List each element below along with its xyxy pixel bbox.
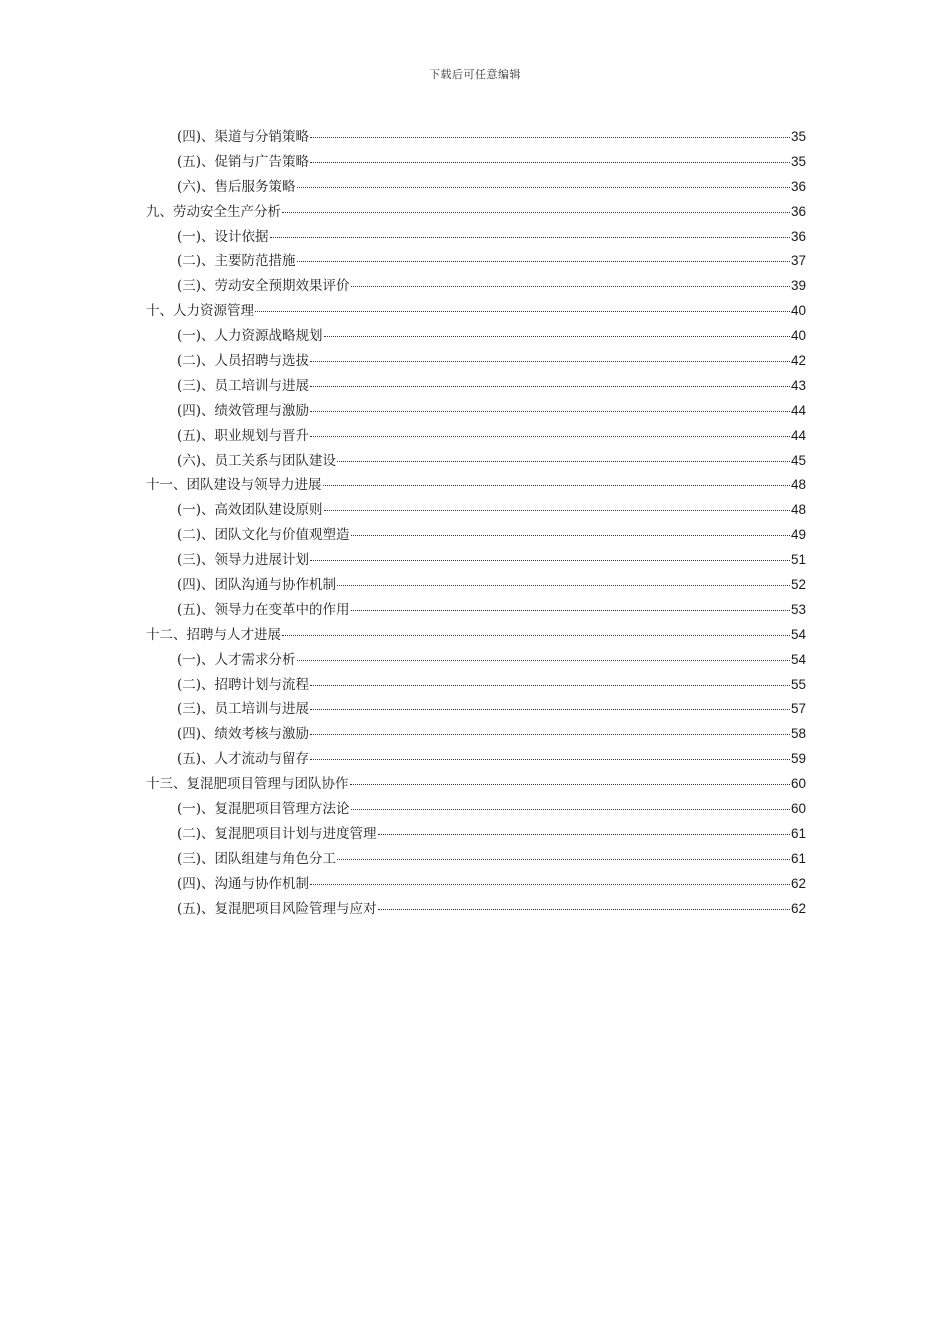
toc-entry-title: (二)、人员招聘与选拔 xyxy=(177,353,310,370)
toc-chapter-entry[interactable] xyxy=(146,772,806,797)
toc-page-number: 59 xyxy=(790,751,806,767)
toc-section-entry[interactable] xyxy=(146,648,806,673)
toc-entry-title: 九、劳动安全生产分析 xyxy=(146,203,281,220)
toc-section-entry[interactable] xyxy=(146,598,806,623)
toc-entry-title: 十二、招聘与人才进展 xyxy=(146,626,281,643)
toc-page-number: 53 xyxy=(790,601,806,617)
toc-page-number: 54 xyxy=(790,626,806,642)
toc-page-number: 44 xyxy=(790,427,806,443)
toc-dot-leader xyxy=(337,584,790,586)
toc-section-entry[interactable] xyxy=(146,249,806,274)
toc-dot-leader xyxy=(297,659,790,661)
toc-chapter-entry[interactable] xyxy=(146,623,806,648)
toc-section-entry[interactable] xyxy=(146,747,806,772)
toc-entry-title: 十一、团队建设与领导力进展 xyxy=(146,477,322,494)
toc-page-number: 36 xyxy=(790,203,806,219)
toc-page-number: 61 xyxy=(790,825,806,841)
toc-section-entry[interactable] xyxy=(146,349,806,374)
toc-entry-title: 十三、复混肥项目管理与团队协作 xyxy=(146,776,349,793)
toc-dot-leader xyxy=(351,609,790,611)
toc-page-number: 57 xyxy=(790,701,806,717)
toc-chapter-entry[interactable] xyxy=(146,299,806,324)
toc-section-entry[interactable] xyxy=(146,125,806,150)
toc-section-entry[interactable] xyxy=(146,274,806,299)
toc-section-entry[interactable] xyxy=(146,847,806,872)
toc-entry-title: (四)、团队沟通与协作机制 xyxy=(177,577,337,594)
toc-dot-leader xyxy=(310,883,790,885)
toc-page-number: 35 xyxy=(790,129,806,144)
toc-dot-leader xyxy=(351,808,790,810)
toc-entry-title: (一)、设计依据 xyxy=(177,228,269,245)
page-header: 下载后可任意编辑 xyxy=(429,68,521,81)
toc-page-number: 36 xyxy=(790,228,806,244)
toc-page-number: 51 xyxy=(790,552,806,568)
toc-entry-title: (四)、绩效考核与激励 xyxy=(177,726,310,743)
toc-page-number: 58 xyxy=(790,726,806,742)
toc-entry-title: (五)、人才流动与留存 xyxy=(177,751,310,768)
toc-page-number: 44 xyxy=(790,402,806,418)
toc-page-number: 40 xyxy=(790,303,806,319)
toc-entry-title: 十、人力资源管理 xyxy=(146,303,254,320)
toc-entry-title: (五)、领导力在变革中的作用 xyxy=(177,601,350,618)
toc-entry-title: (二)、复混肥项目计划与进度管理 xyxy=(177,825,377,842)
toc-dot-leader xyxy=(310,360,790,362)
toc-entry-title: (三)、劳动安全预期效果评价 xyxy=(177,278,350,295)
toc-dot-leader xyxy=(310,708,790,710)
toc-section-entry[interactable] xyxy=(146,523,806,548)
toc-page-number: 62 xyxy=(790,875,806,891)
toc-entry-title: (六)、员工关系与团队建设 xyxy=(177,452,337,469)
toc-entry-title: (三)、领导力进展计划 xyxy=(177,552,310,569)
toc-section-entry[interactable] xyxy=(146,722,806,747)
toc-section-entry[interactable] xyxy=(146,697,806,722)
toc-page-number: 37 xyxy=(790,253,806,269)
toc-dot-leader xyxy=(270,236,790,238)
toc-section-entry[interactable] xyxy=(146,374,806,399)
toc-page-number: 43 xyxy=(790,377,806,393)
toc-dot-leader xyxy=(282,634,790,636)
toc-entry-title: (四)、渠道与分销策略 xyxy=(177,129,310,145)
toc-section-entry[interactable] xyxy=(146,225,806,250)
toc-entry-title: (二)、招聘计划与流程 xyxy=(177,676,310,693)
toc-dot-leader xyxy=(282,211,790,213)
toc-section-entry[interactable] xyxy=(146,175,806,200)
toc-page-number: 40 xyxy=(790,328,806,344)
toc-entry-title: (五)、促销与广告策略 xyxy=(177,153,310,170)
toc-chapter-entry[interactable] xyxy=(146,200,806,225)
toc-page-number: 39 xyxy=(790,278,806,294)
toc-entry-title: (五)、职业规划与晋升 xyxy=(177,427,310,444)
toc-dot-leader xyxy=(297,186,790,188)
toc-dot-leader xyxy=(324,509,790,511)
toc-dot-leader xyxy=(310,758,790,760)
toc-entry-title: (二)、主要防范措施 xyxy=(177,253,296,270)
toc-section-entry[interactable] xyxy=(146,324,806,349)
toc-dot-leader xyxy=(337,858,790,860)
toc-dot-leader xyxy=(310,684,790,686)
toc-dot-leader xyxy=(324,335,790,337)
toc-dot-leader xyxy=(310,559,790,561)
toc-page-number: 60 xyxy=(790,801,806,817)
toc-dot-leader xyxy=(310,733,790,735)
toc-page-number: 42 xyxy=(790,353,806,369)
toc-page-number: 48 xyxy=(790,477,806,493)
toc-page-number: 55 xyxy=(790,676,806,692)
toc-entry-title: (一)、人才需求分析 xyxy=(177,651,296,668)
toc-entry-title: (二)、团队文化与价值观塑造 xyxy=(177,527,350,544)
toc-page-number: 52 xyxy=(790,577,806,593)
toc-page-number: 36 xyxy=(790,178,806,194)
toc-entry-title: (四)、沟通与协作机制 xyxy=(177,875,310,892)
toc-entry-title: (六)、售后服务策略 xyxy=(177,178,296,195)
toc-page-number: 60 xyxy=(790,776,806,792)
toc-entry-title: (四)、绩效管理与激励 xyxy=(177,402,310,419)
toc-page-number: 62 xyxy=(790,900,806,916)
toc-page-number: 45 xyxy=(790,452,806,468)
toc-section-entry[interactable] xyxy=(146,872,806,897)
toc-entry-title: (一)、复混肥项目管理方法论 xyxy=(177,801,350,818)
toc-section-entry[interactable] xyxy=(146,399,806,424)
toc-chapter-entry[interactable] xyxy=(146,473,806,498)
toc-dot-leader xyxy=(310,435,790,437)
toc-entry-title: (一)、人力资源战略规划 xyxy=(177,328,323,345)
toc-page-number: 61 xyxy=(790,850,806,866)
toc-page-number: 54 xyxy=(790,651,806,667)
toc-section-entry[interactable] xyxy=(146,797,806,822)
toc-dot-leader xyxy=(323,484,790,486)
table-of-contents xyxy=(146,125,806,922)
toc-dot-leader xyxy=(378,833,790,835)
toc-entry-title: (三)、员工培训与进展 xyxy=(177,377,310,394)
toc-section-entry[interactable] xyxy=(146,897,806,922)
toc-dot-leader xyxy=(337,460,790,462)
toc-section-entry[interactable] xyxy=(146,498,806,523)
toc-page-number: 49 xyxy=(790,527,806,543)
toc-dot-leader xyxy=(255,310,790,312)
toc-section-entry[interactable] xyxy=(146,822,806,847)
toc-entry-title: (三)、团队组建与角色分工 xyxy=(177,850,337,867)
toc-entry-title: (一)、高效团队建设原则 xyxy=(177,502,323,519)
toc-dot-leader xyxy=(310,385,790,387)
toc-page-number: 35 xyxy=(790,153,806,169)
toc-dot-leader xyxy=(310,410,790,412)
toc-entry-title: (三)、员工培训与进展 xyxy=(177,701,310,718)
toc-dot-leader xyxy=(351,285,790,287)
toc-section-entry[interactable] xyxy=(146,424,806,449)
toc-entry-title: (五)、复混肥项目风险管理与应对 xyxy=(177,900,377,917)
toc-dot-leader xyxy=(351,534,790,536)
toc-section-entry[interactable] xyxy=(146,150,806,175)
toc-section-entry[interactable] xyxy=(146,548,806,573)
toc-section-entry[interactable] xyxy=(146,673,806,698)
toc-dot-leader xyxy=(378,908,790,910)
toc-section-entry[interactable] xyxy=(146,449,806,474)
toc-page-number: 48 xyxy=(790,502,806,518)
toc-dot-leader xyxy=(310,136,790,138)
toc-section-entry[interactable] xyxy=(146,573,806,598)
toc-dot-leader xyxy=(297,260,790,262)
toc-dot-leader xyxy=(350,783,790,785)
toc-dot-leader xyxy=(310,161,790,163)
